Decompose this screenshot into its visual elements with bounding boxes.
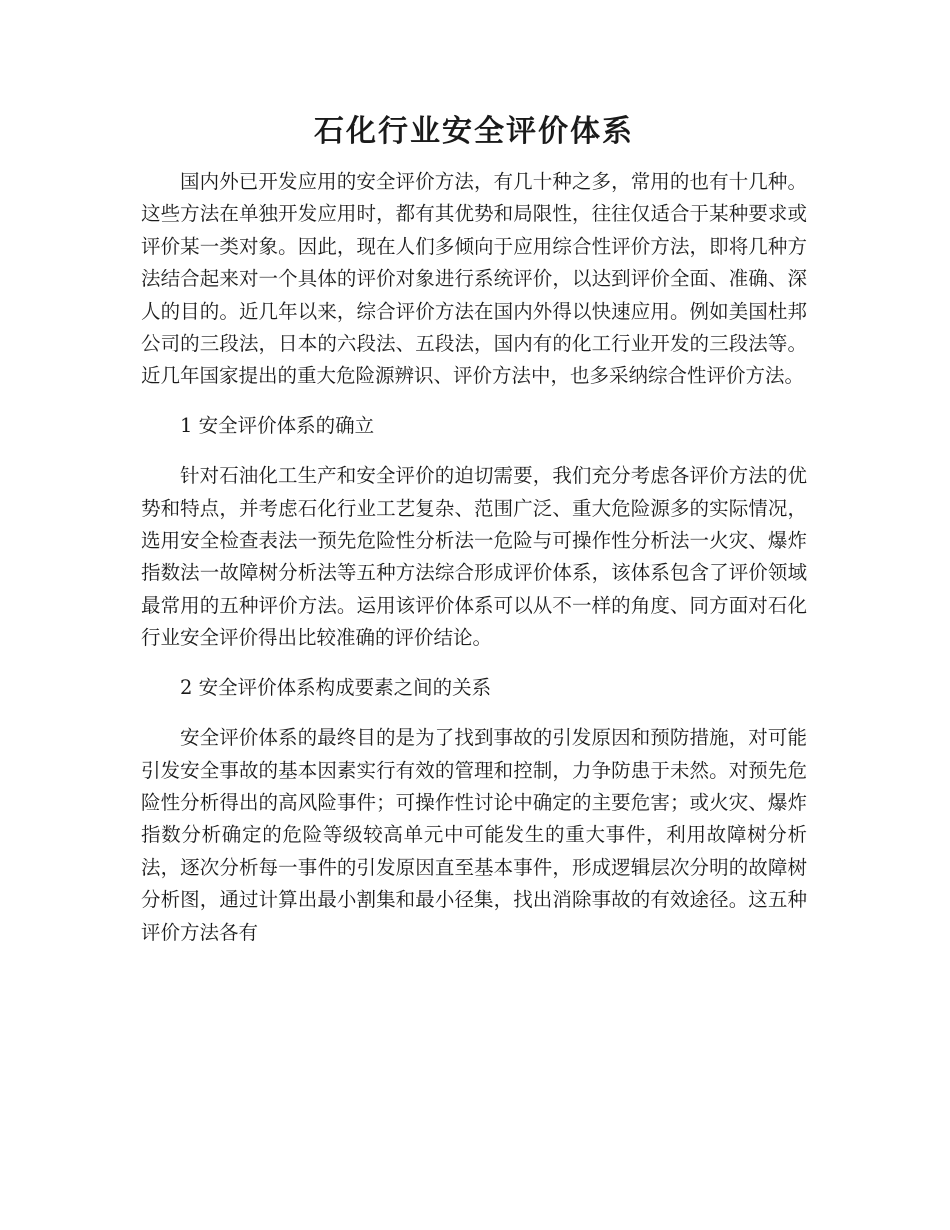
document-title: 石化行业安全评价体系 bbox=[314, 114, 634, 149]
paragraph-section-1: 针对石油化工生产和安全评价的迫切需要，我们充分考虑各评价方法的优势和特点，并考虑石化行业工艺复杂、范围广泛、重大危险源多的实际情况，选用安全检查表法一预先危险性分析法一危险与可操作性分析法一火灾、爆炸指数法一故障树分析法等五种方法综合形成评价体系，该体系包含了评价领域最常用的五种评价方法。运用该评价体系可以从不一样的角度、同方面对石化行业安全评价得出比较准确的评价结论。 bbox=[141, 464, 807, 650]
section-heading-1: 1 安全评价体系的确立 bbox=[180, 413, 375, 437]
paragraph-section-2: 安全评价体系的最终目的是为了找到事故的引发原因和预防措施，对可能引发安全事故的基本因素实行有效的管理和控制，力争防患于未然。对预先危险性分析得出的高风险事件；可操作性讨论中确定的主要危害；或火灾、爆炸指数分析确定的危险等级较高单元中可能发生的重大事件，利用故障树分析法，逐次分析每一事件的引发原因直至基本事件，形成逻辑层次分明的故障树分析图，通过计算出最小割集和最小径集，找出消除事故的有效途径。这五种评价方法各有 bbox=[141, 726, 807, 944]
document-body bbox=[141, 112, 807, 949]
paragraph-intro: 国内外已开发应用的安全评价方法，有几十种之多，常用的也有十几种。这些方法在单独开发应用时，都有其优势和局限性，往往仅适合于某种要求或评价某一类对象。因此，现在人们多倾向于应用综合性评价方法，即将几种方法结合起来对一个具体的评价对象进行系统评价，以达到评价全面、准确、深人的目的。近几年以来，综合评价方法在国内外得以快速应用。例如美国杜邦公司的三段法，日本的六段法、五段法，国内有的化工行业开发的三段法等。近几年国家提出的重大危险源辨识、评价方法中，也多采纳综合性评价方法。 bbox=[141, 170, 807, 388]
section-heading-2: 2 安全评价体系构成要素之间的关系 bbox=[180, 675, 492, 699]
